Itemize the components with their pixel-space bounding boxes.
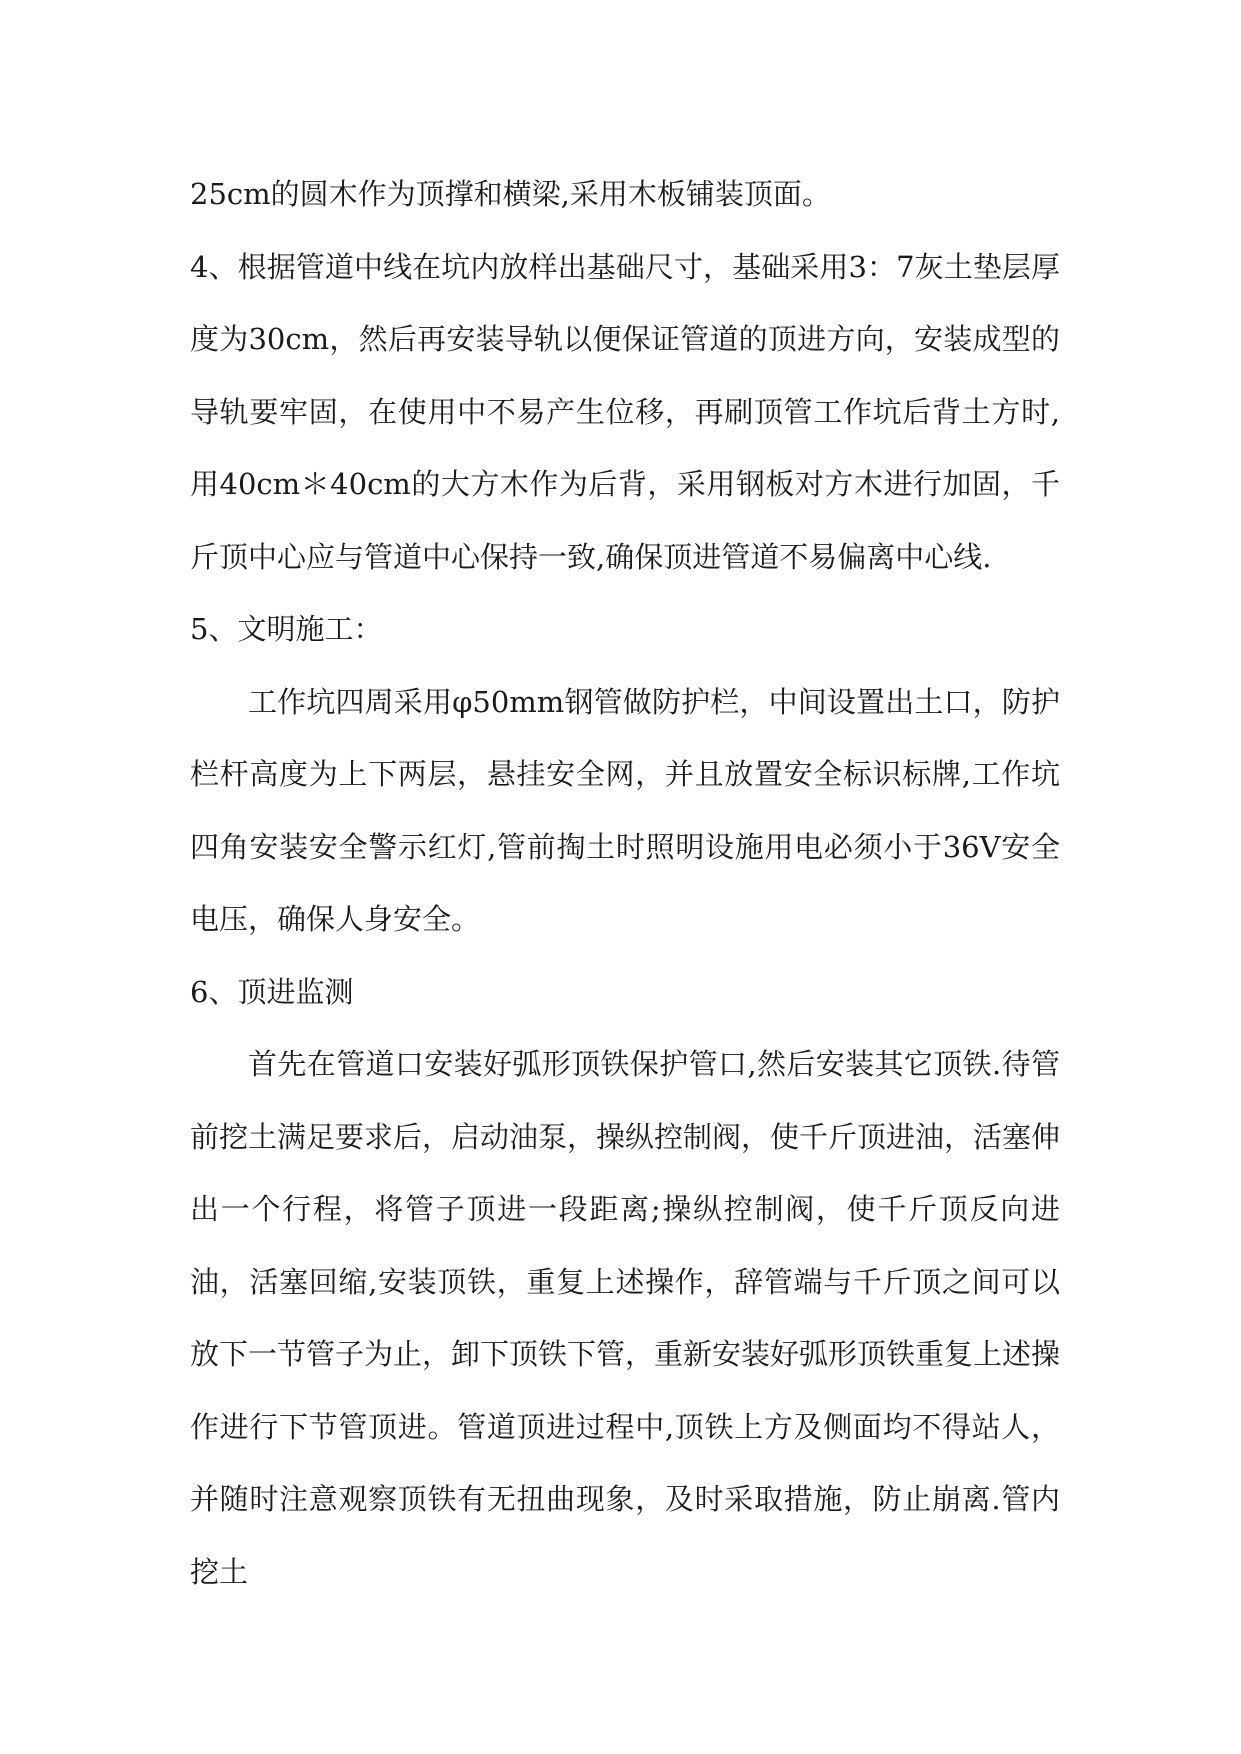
paragraph-item-4: 4、根据管道中线在坑内放样出基础尺寸，基础采用3：7灰土垫层厚度为30cm，然后再安装导轨以便保证管道的顶进方向，安装成型的导轨要牢固，在使用中不易产生位移，再刷顶管工作坑后背土方时,用40cm＊40cm的大方木作为后背，采用钢板对方木进行加固，千斤顶中心应与管道中心保持一致,确保顶进管道不易偏离中心线.	[190, 249, 1060, 574]
paragraph-civilized-construction: 工作坑四周采用φ50mm钢管做防护栏，中间设置出土口，防护栏杆高度为上下两层，悬挂安全网，并且放置安全标识标牌,工作坑四角安装安全警示红灯,管前掏土时照明设施用电必须小于36V安全电压，确保人身安全。	[190, 684, 1060, 936]
paragraph-jacking-monitoring: 首先在管道口安装好弧形顶铁保护管口,然后安装其它顶铁.待管前挖土满足要求后，启动油泵，操纵控制阀，使千斤顶进油，活塞伸出一个行程，将管子顶进一段距离;操纵控制阀，使千斤顶反向进油，活塞回缩,安装顶铁，重复上述操作，辞管端与千斤顶之间可以放下一节管子为止，卸下顶铁下管，重新安装好弧形顶铁重复上述操作进行下节管顶进。管道顶进过程中,顶铁上方及侧面均不得站人，并随时注意观察顶铁有无扭曲现象，及时采取措施，防止崩离.管内挖土	[190, 1047, 1061, 1589]
heading-item-6: 6、顶进监测	[190, 974, 354, 1009]
document-body	[190, 158, 1060, 1608]
paragraph-continuation: 25cm的圆木作为顶撑和横梁,采用木板铺装顶面。	[190, 177, 831, 211]
heading-item-5: 5、文明施工：	[190, 612, 383, 646]
